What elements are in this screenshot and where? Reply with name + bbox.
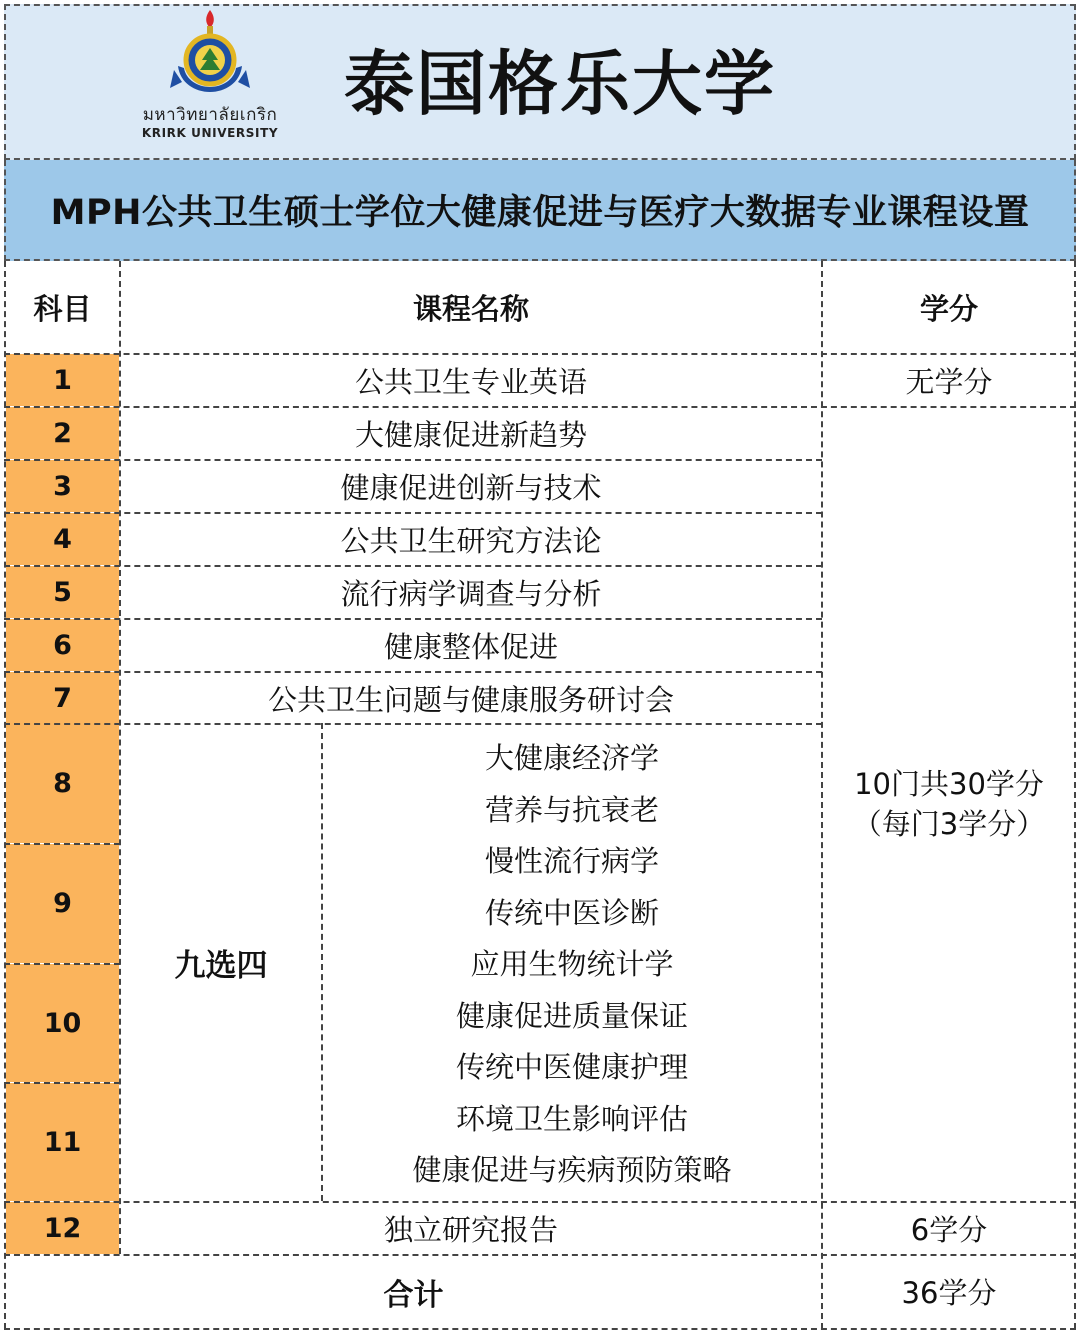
table-divider	[4, 671, 822, 673]
table-divider	[321, 723, 323, 1201]
elective-course: 慢性流行病学	[484, 844, 659, 878]
elective-course: 大健康经济学	[484, 741, 659, 775]
total-label: 合计	[383, 1277, 444, 1313]
logo-thai-text: มหาวิทยาลัยเกริก	[142, 105, 278, 125]
logo-english-text: KRIRK UNIVERSITY	[141, 126, 279, 140]
course-name: 大健康促进新趋势	[354, 417, 587, 452]
course-name: 公共卫生研究方法论	[340, 523, 602, 558]
header-course-name: 课程名称	[412, 292, 529, 326]
elective-course: 传统中医健康护理	[455, 1050, 688, 1084]
course-credits: 6学分	[910, 1212, 988, 1247]
header-subject: 科目	[33, 292, 92, 326]
university-name: 泰国格乐大学	[344, 43, 776, 125]
elective-course: 应用生物统计学	[470, 947, 674, 981]
table-divider	[4, 618, 822, 620]
course-name: 健康整体促进	[383, 629, 558, 664]
table-divider	[4, 1328, 1076, 1330]
row-number: 3	[6, 460, 119, 512]
row-number: 5	[6, 566, 119, 618]
table-divider	[4, 353, 1076, 355]
table-divider	[119, 261, 121, 1254]
course-name: 健康促进创新与技术	[340, 470, 602, 505]
row-number: 9	[6, 844, 119, 963]
row-number: 8	[6, 724, 119, 843]
table-divider	[4, 1201, 1076, 1203]
table-divider	[4, 963, 120, 965]
course-name: 独立研究报告	[383, 1212, 558, 1247]
row-number: 4	[6, 513, 119, 565]
table-divider	[4, 723, 822, 725]
krirk-emblem-icon	[140, 8, 280, 103]
row-number: 10	[6, 964, 119, 1082]
elective-course: 健康促进质量保证	[455, 998, 688, 1033]
elective-label: 九选四	[174, 948, 268, 984]
elective-course-list	[323, 733, 821, 1197]
elective-course: 传统中医诊断	[484, 895, 659, 930]
course-name: 公共卫生问题与健康服务研讨会	[267, 682, 674, 717]
row-number: 6	[6, 619, 119, 671]
row-number: 11	[6, 1083, 119, 1201]
university-logo	[140, 8, 280, 148]
row-number: 7	[6, 672, 119, 724]
table-divider	[1074, 261, 1076, 1329]
merged-credits	[823, 407, 1075, 1201]
table-divider	[4, 406, 1076, 408]
table-divider	[4, 843, 120, 845]
elective-course: 环境卫生影响评估	[455, 1101, 688, 1136]
total-credits: 36学分	[901, 1276, 997, 1310]
merged-credits-line1: 10门共30学分	[854, 767, 1044, 801]
table-divider	[4, 1082, 120, 1084]
course-credits: 无学分	[905, 364, 993, 399]
merged-credits-line2: （每门3学分）	[852, 807, 1046, 841]
table-divider	[4, 512, 822, 514]
course-name: 公共卫生专业英语	[354, 364, 587, 399]
table-divider	[4, 459, 822, 461]
header-credits: 学分	[919, 292, 978, 326]
row-number: 2	[6, 407, 119, 459]
table-divider	[4, 1254, 1076, 1256]
program-title: MPH公共卫生硕士学位大健康促进与医疗大数据专业课程设置	[4, 160, 1076, 261]
table-divider	[821, 261, 823, 1329]
table-divider	[4, 565, 822, 567]
row-number: 12	[6, 1202, 119, 1254]
elective-course: 营养与抗衰老	[484, 792, 659, 827]
table-divider	[4, 261, 6, 1329]
course-name: 流行病学调查与分析	[340, 576, 602, 611]
row-number: 1	[6, 354, 119, 406]
elective-course: 健康促进与疾病预防策略	[412, 1153, 732, 1187]
